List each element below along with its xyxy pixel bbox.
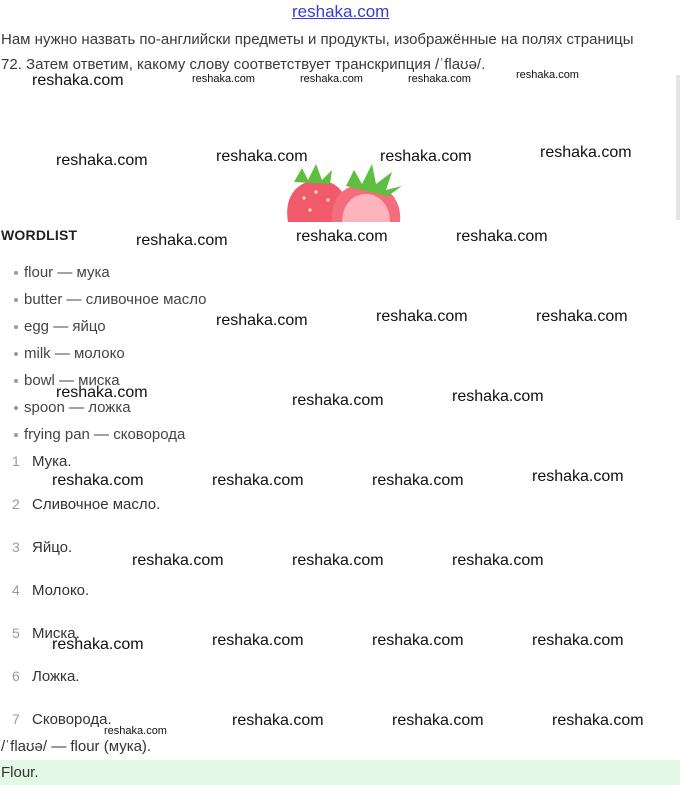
watermark-text: reshaka.com <box>540 144 632 161</box>
watermark-text: reshaka.com <box>532 468 624 485</box>
watermark-text: reshaka.com <box>32 72 124 89</box>
strawberries-image <box>280 160 410 222</box>
watermark-text: reshaka.com <box>212 472 304 489</box>
answer-number: 2 <box>12 496 20 512</box>
list-item: egg — яйцо <box>14 313 207 340</box>
watermark-text: reshaka.com <box>132 552 224 569</box>
list-item: spoon — ложка <box>14 394 207 421</box>
bullet-icon <box>14 433 18 437</box>
answer-item <box>0 447 72 475</box>
list-item: flour — мука <box>14 259 207 286</box>
watermark-text: reshaka.com <box>216 148 308 165</box>
answer-text: Мука. <box>32 452 72 470</box>
bullet-icon <box>14 406 18 410</box>
watermark-text: reshaka.com <box>376 308 468 325</box>
watermark-text: reshaka.com <box>372 472 464 489</box>
bullet-icon <box>14 325 18 329</box>
answer-number: 1 <box>12 453 20 469</box>
answer-text: Ложка. <box>32 667 80 685</box>
watermark-text: reshaka.com <box>212 632 304 649</box>
watermark-text: reshaka.com <box>552 712 644 729</box>
list-item: frying pan — сковорода <box>14 421 207 448</box>
watermark-text: reshaka.com <box>104 725 167 737</box>
scrollbar[interactable] <box>676 75 680 220</box>
watermark-text: reshaka.com <box>380 148 472 165</box>
answer-item <box>0 662 79 690</box>
result-text: Flour. <box>1 764 39 781</box>
answer-text: Молоко. <box>32 581 90 599</box>
bullet-icon <box>14 271 18 275</box>
watermark-text: reshaka.com <box>408 73 471 85</box>
bullet-icon <box>14 352 18 356</box>
answer-item <box>0 490 160 518</box>
bullet-icon <box>14 298 18 302</box>
watermark-text: reshaka.com <box>532 632 624 649</box>
watermark-text: reshaka.com <box>232 712 324 729</box>
answer-text: Миска. <box>32 624 80 642</box>
intro-text: Нам нужно назвать по-английски предметы и продукты, изображённые на полях страницы 72. Затем ответим, какому слову соответствует транскрипция /ˈflaʊə/. <box>1 31 634 73</box>
watermark-text: reshaka.com <box>452 552 544 569</box>
wordlist-title: WORDLIST <box>1 227 78 243</box>
watermark-text: reshaka.com <box>372 632 464 649</box>
watermark-text: reshaka.com <box>296 228 388 245</box>
watermark-text: reshaka.com <box>52 472 144 489</box>
watermark-text: reshaka.com <box>300 73 363 85</box>
answer-number: 5 <box>12 625 20 641</box>
watermark-text: reshaka.com <box>292 552 384 569</box>
watermark-text: reshaka.com <box>536 308 628 325</box>
answer-text: Сковорода. <box>32 710 112 728</box>
watermark-text: reshaka.com <box>392 712 484 729</box>
answer-item <box>0 533 72 561</box>
wordlist <box>14 259 207 448</box>
answer-number: 7 <box>12 711 20 727</box>
answer-number: 6 <box>12 668 20 684</box>
list-item: bowl — миска <box>14 367 207 394</box>
answer-item <box>0 705 112 733</box>
site-header-link[interactable]: reshaka.com <box>292 2 390 21</box>
list-item: butter — сливочное масло <box>14 286 207 313</box>
list-item: milk — молоко <box>14 340 207 367</box>
answer-number: 4 <box>12 582 20 598</box>
bullet-icon <box>14 379 18 383</box>
answer-text: Яйцо. <box>32 538 73 556</box>
watermark-text: reshaka.com <box>216 312 308 329</box>
transcription-line: /ˈflaʊə/ — flour (мука). <box>1 738 152 755</box>
watermark-text: reshaka.com <box>456 228 548 245</box>
watermark-text: reshaka.com <box>136 232 228 249</box>
watermark-text: reshaka.com <box>192 73 255 85</box>
watermark-text: reshaka.com <box>516 69 579 81</box>
answer-text: Сливочное масло. <box>32 495 161 513</box>
answer-number: 3 <box>12 539 20 555</box>
watermark-text: reshaka.com <box>52 636 144 653</box>
answer-item <box>0 576 89 604</box>
result-box <box>0 760 680 785</box>
watermark-text: reshaka.com <box>292 392 384 409</box>
watermark-text: reshaka.com <box>452 388 544 405</box>
watermark-text: reshaka.com <box>56 152 148 169</box>
watermark-text: reshaka.com <box>56 384 148 401</box>
